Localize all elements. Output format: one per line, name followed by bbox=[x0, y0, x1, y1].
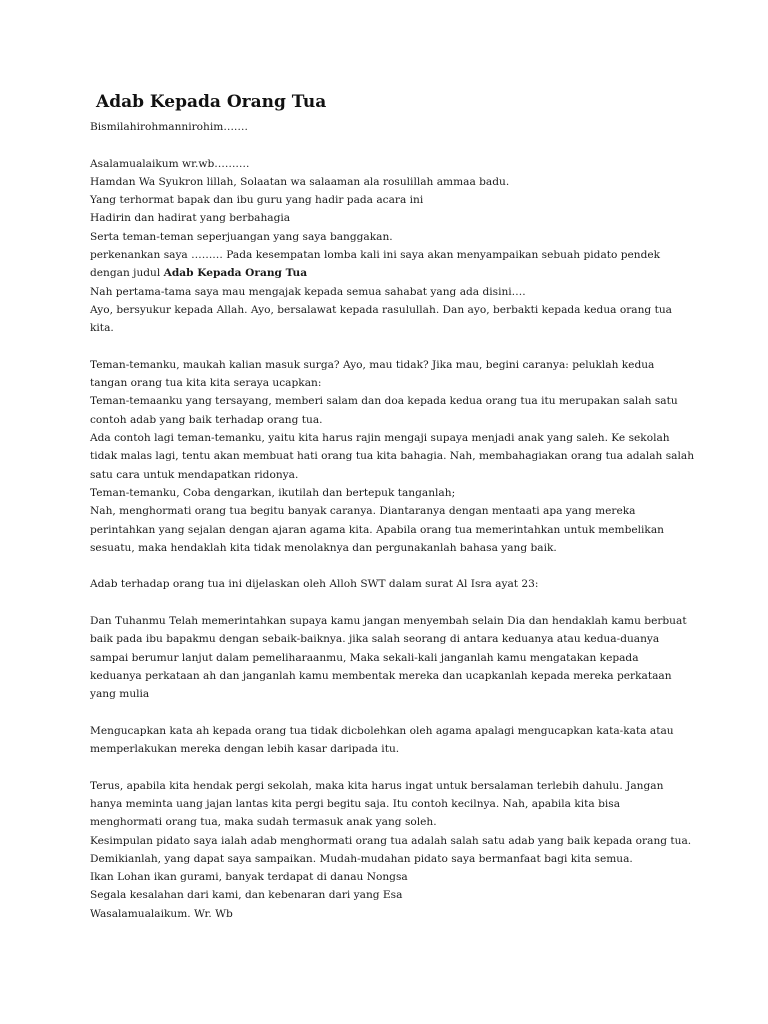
text-line: Nah, menghormati orang tua begitu banyak caranya. Diantaranya dengan mentaati apa yang mereka bbox=[90, 505, 636, 518]
text-line: Demikianlah, yang dapat saya sampaikan. Mudah-mudahan pidato saya bermanfaat bagi kita semua. bbox=[90, 852, 633, 865]
document-text bbox=[90, 118, 695, 923]
text-line: Asalamualaikum wr.wb………. bbox=[90, 157, 250, 170]
text-line: Wasalamualaikum. Wr. Wb bbox=[90, 907, 233, 920]
text-line: Dan Tuhanmu Telah memerintahkan supaya kamu jangan menyembah selain Dia dan hendaklah kamu berbuat bbox=[90, 615, 687, 628]
text-line: yang mulia bbox=[90, 688, 150, 701]
text-line: Adab terhadap orang tua ini dijelaskan oleh Alloh SWT dalam surat Al Isra ayat 23: bbox=[90, 578, 539, 591]
text-line: Hamdan Wa Syukron lillah, Solaatan wa salaaman ala rosulillah ammaa badu. bbox=[90, 175, 510, 188]
text-line-prefix: dengan judul bbox=[90, 267, 164, 280]
text-line: Nah pertama-tama saya mau mengajak kepada semua sahabat yang ada disini…. bbox=[90, 285, 526, 298]
blank-line bbox=[90, 594, 690, 612]
text-line: baik pada ibu bapakmu dengan sebaik-baiknya. jika salah seorang di antara keduanya atau kedua-duanya bbox=[90, 633, 660, 646]
blank-line bbox=[90, 758, 690, 776]
text-line: Teman-temaanku yang tersayang, memberi salam dan doa kepada kedua orang tua itu merupakan salah satu bbox=[90, 395, 678, 408]
blank-line bbox=[90, 136, 690, 154]
text-line: Terus, apabila kita hendak pergi sekolah, maka kita harus ingat untuk bersalaman terlebih dahulu. Jangan bbox=[90, 779, 664, 792]
text-line: menghormati orang tua, maka sudah termasuk anak yang soleh. bbox=[90, 816, 437, 829]
text-line: Ikan Lohan ikan gurami, banyak terdapat di danau Nongsa bbox=[90, 871, 408, 884]
text-line: sesuatu, maka hendaklah kita tidak menolaknya dan pergunakanlah bahasa yang baik. bbox=[90, 541, 557, 554]
text-line: keduanya perkataan ah dan janganlah kamu membentak mereka dan ucapkanlah kepada mereka perkataan bbox=[90, 669, 672, 682]
blank-line bbox=[90, 704, 690, 722]
text-line: satu cara untuk mendapatkan ridonya. bbox=[90, 468, 299, 481]
text-line: memperlakukan mereka dengan lebih kasar daripada itu. bbox=[90, 743, 400, 756]
text-line: Ada contoh lagi teman-temanku, yaitu kita harus rajin mengaji supaya menjadi anak yang saleh. Ke sekolah bbox=[90, 432, 670, 445]
blank-line bbox=[90, 338, 690, 356]
text-line: perintahkan yang sejalan dengan ajaran agama kita. Apabila orang tua memerintahkan untuk membelikan bbox=[90, 523, 664, 536]
text-line: Mengucapkan kata ah kepada orang tua tidak dicbolehkan oleh agama apalagi mengucapkan kata-kata atau bbox=[90, 724, 674, 737]
text-line: sampai berumur lanjut dalam pemeliharaanmu, Maka sekali-kali janganlah kamu mengatakan kepada bbox=[90, 651, 639, 664]
text-line: tidak malas lagi, tentu akan membuat hati orang tua kita bahagia. Nah, membahagiakan orang tua adalah salah bbox=[90, 450, 695, 463]
bold-title-inline: Adab Kepada Orang Tua bbox=[163, 267, 308, 280]
text-line: Kesimpulan pidato saya ialah adab menghormati orang tua adalah salah satu adab yang baik kepada orang tua. bbox=[90, 834, 692, 847]
text-line: Serta teman-teman seperjuangan yang saya banggakan. bbox=[90, 230, 393, 243]
text-line: Bismilahirohmannirohim……. bbox=[90, 121, 248, 133]
text-line: Teman-temanku, maukah kalian masuk surga? Ayo, mau tidak? Jika mau, begini caranya: peluklah kedua bbox=[90, 358, 655, 371]
blank-line bbox=[90, 557, 690, 575]
text-line: hanya meminta uang jajan lantas kita pergi begitu saja. Itu contoh kecilnya. Nah, apabila kita bisa bbox=[90, 797, 621, 810]
text-line: contoh adab yang baik terhadap orang tua. bbox=[90, 413, 323, 426]
document-title: Adab Kepada Orang Tua bbox=[96, 92, 327, 112]
text-line: Segala kesalahan dari kami, dan kebenaran dari yang Esa bbox=[90, 889, 403, 902]
text-line: kita. bbox=[90, 322, 114, 335]
text-line: tangan orang tua kita kita seraya ucapkan: bbox=[90, 377, 322, 390]
text-line: Ayo, bersyukur kepada Allah. Ayo, bersalawat kepada rasulullah. Dan ayo, berbakti kepada kedua orang tua bbox=[90, 303, 672, 316]
text-line: perkenankan saya ……… Pada kesempatan lomba kali ini saya akan menyampaikan sebuah pidato pendek bbox=[90, 249, 661, 262]
document-body bbox=[90, 90, 695, 923]
text-line: Yang terhormat bapak dan ibu guru yang hadir pada acara ini bbox=[90, 194, 424, 207]
text-line-with-bold-title bbox=[90, 264, 690, 282]
text-line: Hadirin dan hadirat yang berbahagia bbox=[90, 212, 291, 225]
text-line: Teman-temanku, Coba dengarkan, ikutilah dan bertepuk tanganlah; bbox=[90, 486, 456, 499]
